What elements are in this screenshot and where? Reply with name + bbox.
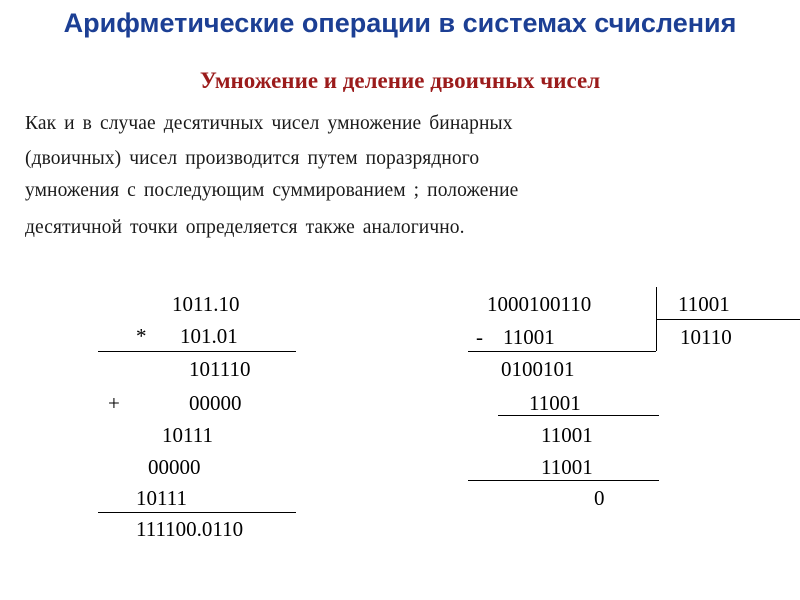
partial-product-3: 10111 [162,423,213,447]
multiplication-result: 111100.0110 [136,517,244,541]
page-title: Арифметические операции в системах счисления [63,8,737,38]
partial-product-5: 10111 [136,486,187,510]
quotient: 10110 [680,325,732,349]
paragraph-line-4: десятичной точки определяется также аналогично. [25,217,465,238]
division-rule-1 [468,351,656,352]
divisor: 11001 [678,292,730,316]
multiplication-rule-2 [98,512,296,513]
division-step-1-subtrahend: 11001 [503,325,555,349]
partial-product-4: 00000 [148,455,201,479]
minus-operator: - [476,325,483,349]
division-rule-2 [498,415,659,416]
section-subtitle: Умножение и деление двоичных чисел [199,68,601,93]
paragraph-line-2: (двоичных) чисел производится путем поразрядного [25,148,480,169]
division-step-3-subtrahend: 11001 [541,423,593,447]
division-bracket-horizontal [656,319,800,320]
partial-product-2: 00000 [189,391,242,415]
division-step-2-subtrahend: 11001 [529,391,581,415]
multiply-operator: * [136,324,147,348]
dividend: 1000100110 [487,292,592,316]
multiplier: 101.01 [180,324,238,348]
multiplicand: 1011.10 [172,292,240,316]
paragraph-line-1: Как и в случае десятичных чисел умножение бинарных [25,113,513,134]
plus-operator: + [108,391,120,415]
paragraph-line-3: умножения с последующим суммированием ; положение [25,180,519,201]
division-rule-3 [468,480,659,481]
multiplication-rule-1 [98,351,296,352]
partial-product-1: 101110 [189,357,251,381]
division-step-4-subtrahend: 11001 [541,455,593,479]
division-remainder: 0 [594,486,605,510]
division-step-1-remainder: 0100101 [501,357,575,381]
